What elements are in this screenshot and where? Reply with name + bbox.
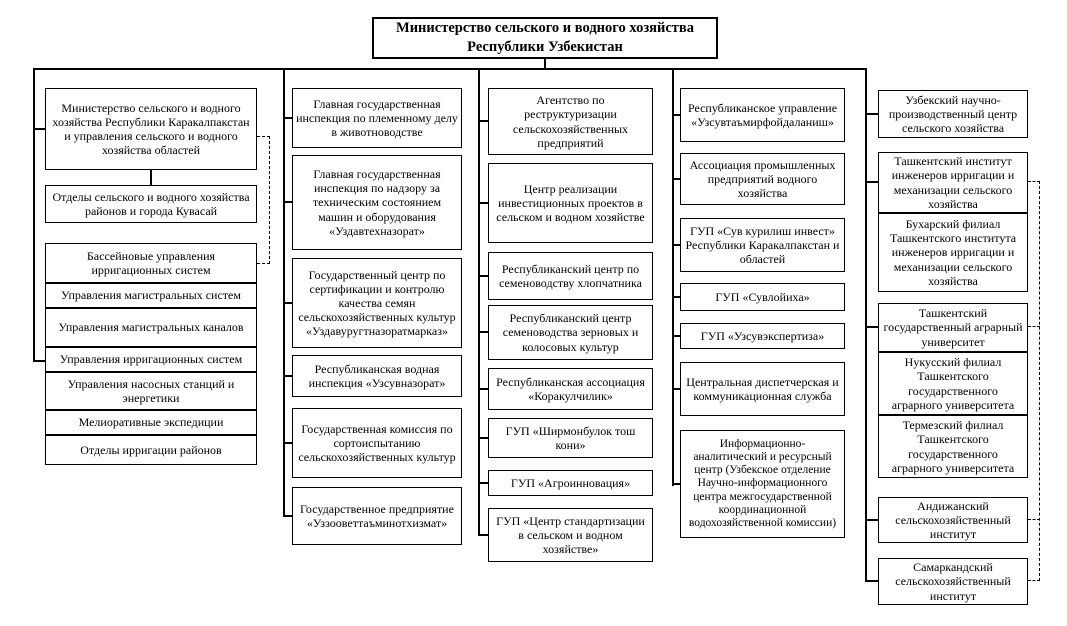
dashed-connector-col5-stub [1028, 580, 1040, 581]
org-node-tashkent-agrarian-university: Ташкентский государственный аграрный университет [878, 303, 1028, 352]
connector-spine-col2 [283, 68, 285, 517]
org-node-uzdavtehnazorat: Главная государственная инспекция по надзору за техническим состоянием машин и оборудования «Уздавтехназорат» [292, 155, 462, 250]
org-node-basin-irrigation: Бассейновые управления ирригационных систем [45, 243, 257, 283]
org-node-restructuring-agency: Агентство по реструктуризации сельскохозяйственных предприятий [488, 88, 653, 155]
dashed-connector-col5-vertical [1039, 181, 1040, 581]
connector-stub [865, 113, 878, 115]
connector-stub [283, 375, 292, 377]
org-node-main-canals: Управления магистральных каналов [45, 308, 257, 347]
connector-stub [478, 275, 488, 277]
connector-stub [672, 388, 680, 390]
org-node-district-departments: Отделы сельского и водного хозяйства районов и города Кувасай [45, 185, 257, 223]
connector-vertical-col1 [150, 170, 152, 185]
org-node-agroinnovation: ГУП «Агроинновация» [488, 470, 653, 496]
connector-stub [478, 482, 488, 484]
connector-stub [478, 331, 488, 333]
org-node-main-systems: Управления магистральных систем [45, 283, 257, 308]
connector-stub [478, 388, 488, 390]
org-node-irrigation-systems: Управления ирригационных систем [45, 347, 257, 372]
connector-title-stem [544, 59, 546, 68]
org-node-uzsuvtamir: Республиканское управление «Узсувтаъмирфойдаланиш» [680, 88, 845, 142]
org-node-pump-stations: Управления насосных станций и энергетики [45, 372, 257, 410]
connector-spine-col5 [865, 68, 867, 582]
org-node-info-analytical-center: Информационно-аналитический и ресурсный центр (Узбекское отделение Научно-информационного центра межгосударственной координационной водохозяйственной комиссии) [680, 430, 845, 538]
connector-stub [478, 437, 488, 439]
org-node-melioration-expeditions: Мелиоративные экспедиции [45, 410, 257, 435]
org-node-bukhara-branch: Бухарский филиал Ташкентского института инженеров ирригации и механизации сельского хозяйства [878, 213, 1028, 292]
connector-stub [33, 128, 45, 130]
connector-stub [672, 178, 680, 180]
dashed-connector-col1-vertical [269, 136, 270, 264]
org-node-investment-projects-center: Центр реализации инвестиционных проектов в сельском и водном хозяйстве [488, 163, 653, 243]
org-node-seed-certification-center: Государственный центр по сертификации и контролю качества семян сельскохозяйственных культур «Уздавуругтназоратмарказ» [292, 258, 462, 348]
connector-stub [478, 120, 488, 122]
org-node-andijan-institute: Андижанский сельскохозяйственный институт [878, 497, 1028, 543]
org-node-uzsuvexpertiza: ГУП «Узсувэкспертиза» [680, 323, 845, 349]
page-title: Министерство сельского и водного хозяйства Республики Узбекистан [372, 17, 718, 59]
connector-stub [283, 302, 292, 304]
org-node-district-irrigation: Отделы ирригации районов [45, 435, 257, 465]
org-node-samarkand-institute: Самаркандский сельскохозяйственный институт [878, 558, 1028, 605]
connector-stub [283, 117, 292, 119]
org-node-suv-kurilish-invest: ГУП «Сув курилиш инвест» Республики Каракалпакстан и областей [680, 218, 845, 272]
connector-spine-col4 [672, 68, 674, 486]
org-node-suvloyiha: ГУП «Сувлойиха» [680, 283, 845, 311]
connector-spine-col3 [478, 68, 480, 536]
org-node-water-industry-association: Ассоциация промышленных предприятий водного хозяйства [680, 153, 845, 205]
org-node-uzzoovet: Государственное предприятие «Уззооветтаъминотхизмат» [292, 487, 462, 545]
connector-stub [672, 483, 680, 485]
connector-stub [865, 181, 878, 183]
org-node-standardization-center: ГУП «Центр стандартизации в сельском и водном хозяйстве» [488, 508, 653, 562]
org-node-dispatch-service: Центральная диспетчерская и коммуникационная служба [680, 362, 845, 416]
connector-stub [283, 515, 292, 517]
connector-stub [283, 201, 292, 203]
connector-stub [672, 244, 680, 246]
org-node-nukus-branch: Нукусский филиал Ташкентского государственного аграрного университета [878, 352, 1028, 415]
org-node-karakalpakstan-ministry: Министерство сельского и водного хозяйства Республики Каракалпакстан и управления сельского и водного хозяйства областей [45, 88, 257, 170]
connector-header-line [33, 68, 867, 70]
org-node-cotton-seed-center: Республиканский центр по семеноводству хлопчатника [488, 252, 653, 300]
connector-stub [33, 360, 45, 362]
dashed-connector-col1-bottom [257, 263, 270, 264]
connector-stub [865, 326, 878, 328]
org-node-variety-testing-commission: Государственная комиссия по сортоиспытанию сельскохозяйственных культур [292, 408, 462, 478]
dashed-connector-col5-stub [1028, 326, 1040, 327]
connector-stub [478, 534, 488, 536]
connector-stub [865, 519, 878, 521]
org-node-grain-seed-center: Республиканский центр семеноводства зерновых и колосовых культур [488, 305, 653, 360]
org-node-termez-branch: Термезский филиал Ташкентского государственного аграрного университета [878, 415, 1028, 478]
org-node-uzsuvnazorat: Республиканская водная инспекция «Узсувназорат» [292, 355, 462, 397]
connector-stub [672, 114, 680, 116]
org-node-breeding-inspection: Главная государственная инспекция по племенному делу в животноводстве [292, 88, 462, 148]
connector-stub [672, 335, 680, 337]
dashed-connector-col5-stub [1028, 519, 1040, 520]
connector-spine-col1 [33, 68, 35, 362]
org-node-tiiimsh: Ташкентский институт инженеров ирригации и механизации сельского хозяйства [878, 152, 1028, 213]
connector-stub [672, 296, 680, 298]
dashed-connector-col5-stub [1028, 181, 1040, 182]
org-node-scientific-production-center: Узбекский научно-производственный центр сельского хозяйства [878, 90, 1028, 138]
org-node-korakulchilik: Республиканская ассоциация «Коракулчилик» [488, 368, 653, 410]
org-node-shirmonbulok: ГУП «Ширмонбулок тош кони» [488, 418, 653, 458]
connector-stub [283, 442, 292, 444]
connector-stub [865, 580, 878, 582]
connector-stub [478, 202, 488, 204]
